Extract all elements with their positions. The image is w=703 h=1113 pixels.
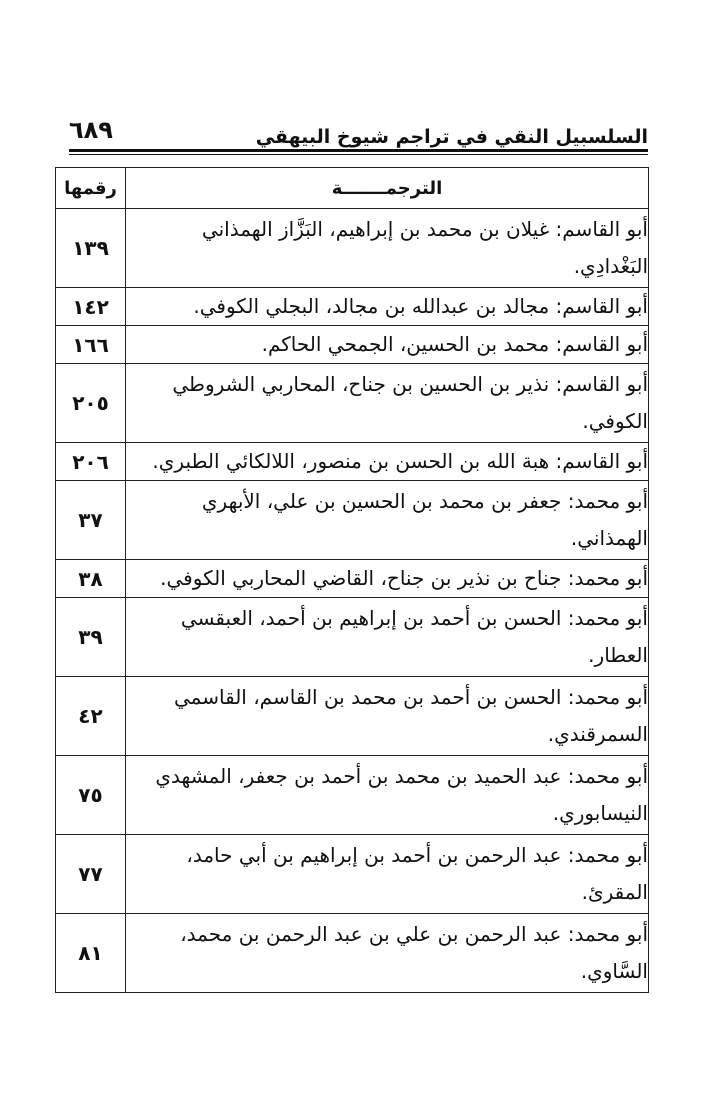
header-rule-thin [69, 154, 648, 155]
table-row [56, 598, 649, 677]
page-number: ٦٨٩ [69, 116, 113, 144]
entry-name: أبو محمد: عبد الحميد بن محمد بن أحمد بن جعفر، المشهدي النيسابوري. [126, 756, 649, 835]
entry-number: ٧٥ [56, 756, 126, 835]
entry-number: ١٦٦ [56, 326, 126, 364]
table-row [56, 288, 649, 326]
table-row [56, 326, 649, 364]
entry-number: ٢٠٥ [56, 364, 126, 443]
book-title: السلسبيل النقي في تراجم شيوخ البيهقي [255, 126, 648, 148]
entry-number: ٤٢ [56, 677, 126, 756]
entry-name: أبو القاسم: مجالد بن عبدالله بن مجالد، البجلي الكوفي. [126, 288, 649, 326]
entry-name: أبو القاسم: هبة الله بن الحسن بن منصور، اللالكائي الطبري. [126, 443, 649, 481]
entry-name: أبو محمد: عبد الرحمن بن أحمد بن إبراهيم بن أبي حامد، المقرئ. [126, 835, 649, 914]
table-header-row [56, 168, 649, 209]
entry-number: ٢٠٦ [56, 443, 126, 481]
table-row [56, 560, 649, 598]
entry-number: ١٣٩ [56, 209, 126, 288]
table-row [56, 756, 649, 835]
table-row [56, 443, 649, 481]
entry-number: ٣٧ [56, 481, 126, 560]
entry-name: أبو القاسم: غيلان بن محمد بن إبراهيم، البَزَّاز الهمذاني البَغْدادِي. [126, 209, 649, 288]
table-row [56, 914, 649, 993]
entry-name: أبو محمد: جعفر بن محمد بن الحسين بن علي، الأبهري الهمذاني. [126, 481, 649, 560]
page-header [55, 108, 648, 148]
entry-name: أبو محمد: جناح بن نذير بن جناح، القاضي المحاربي الكوفي. [126, 560, 649, 598]
entry-name: أبو محمد: عبد الرحمن بن علي بن عبد الرحمن بن محمد، السَّاوي. [126, 914, 649, 993]
table-row [56, 835, 649, 914]
header-rule-thick [69, 149, 648, 152]
entry-number: ٣٩ [56, 598, 126, 677]
table-row [56, 364, 649, 443]
table-row [56, 481, 649, 560]
entry-name: أبو محمد: الحسن بن أحمد بن إبراهيم بن أحمد، العبقسي العطار. [126, 598, 649, 677]
entry-name: أبو القاسم: محمد بن الحسين، الجمحي الحاكم. [126, 326, 649, 364]
entry-number: ٣٨ [56, 560, 126, 598]
table-row [56, 209, 649, 288]
translation-column-header: الترجمـــــــة [126, 168, 649, 209]
entry-number: ٧٧ [56, 835, 126, 914]
table-row [56, 677, 649, 756]
entry-number: ٨١ [56, 914, 126, 993]
number-column-header: رقمها [56, 168, 126, 209]
entry-name: أبو محمد: الحسن بن أحمد بن محمد بن القاسم، القاسمي السمرقندي. [126, 677, 649, 756]
index-table [55, 167, 649, 993]
entry-number: ١٤٢ [56, 288, 126, 326]
entry-name: أبو القاسم: نذير بن الحسين بن جناح، المحاربي الشروطي الكوفي. [126, 364, 649, 443]
